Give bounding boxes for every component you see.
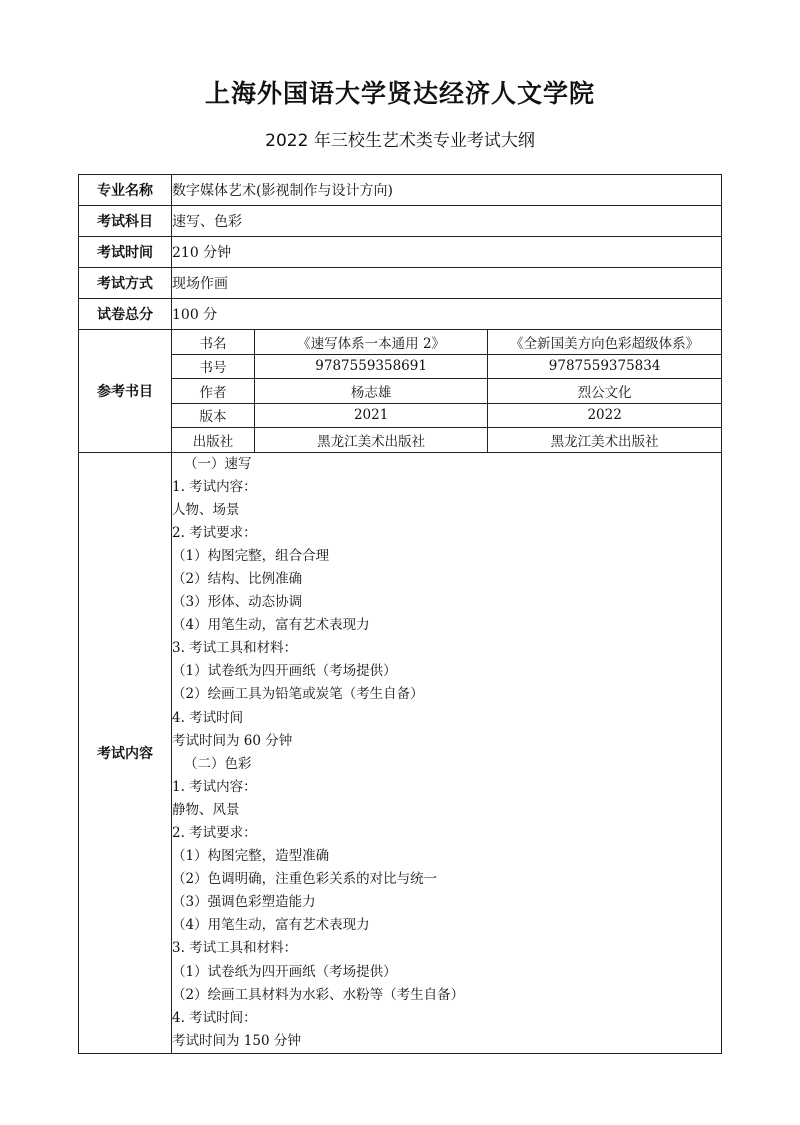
syllabus-table <box>78 174 722 1054</box>
content-line: 1. 考试内容： <box>172 778 257 795</box>
content-line: 4. 考试时间 <box>172 709 244 726</box>
ref-book1: 黑龙江美术出版社 <box>255 428 488 452</box>
content-cell <box>172 452 722 1053</box>
references-cell <box>172 330 722 453</box>
ref-book2: 2022 <box>488 403 721 428</box>
ref-book2: 烈公文化 <box>488 379 721 404</box>
content-line: （1）试卷纸为四开画纸（考场提供） <box>172 963 397 980</box>
row-time <box>79 237 722 268</box>
content-line: 1. 考试内容： <box>172 478 257 495</box>
ref-field: 作者 <box>172 379 255 404</box>
ref-field: 书名 <box>172 330 255 354</box>
ref-row <box>172 379 721 404</box>
method-label: 考试方式 <box>79 268 172 299</box>
content-line: （一）速写 <box>184 455 252 472</box>
content-line: 2. 考试要求： <box>172 524 257 541</box>
ref-book2: 《全新国美方向色彩超级体系》 <box>488 330 721 354</box>
method-value: 现场作画 <box>172 268 722 299</box>
ref-book1: 《速写体系一本通用 2》 <box>255 330 488 354</box>
content-line: （4）用笔生动，富有艺术表现力 <box>172 917 370 934</box>
content-line: （4）用笔生动，富有艺术表现力 <box>172 617 370 634</box>
content-line: 4. 考试时间： <box>172 1009 257 1026</box>
row-score <box>79 299 722 330</box>
subject-label: 考试科目 <box>79 206 172 237</box>
content-line: （1）构图完整，组合合理 <box>172 547 330 564</box>
content-line: 人物、场景 <box>172 501 240 518</box>
ref-row <box>172 330 721 354</box>
ref-row <box>172 428 721 452</box>
content-line: 3. 考试工具和材料： <box>172 940 298 957</box>
ref-book1: 2021 <box>255 403 488 428</box>
content-line: 静物、风景 <box>172 801 240 818</box>
score-label: 试卷总分 <box>79 299 172 330</box>
content-line: （3）形体、动态协调 <box>172 594 303 611</box>
ref-row <box>172 354 721 379</box>
content-line: 3. 考试工具和材料： <box>172 640 298 657</box>
ref-book2: 黑龙江美术出版社 <box>488 428 721 452</box>
score-value: 100 分 <box>172 299 722 330</box>
row-subject <box>79 206 722 237</box>
row-content <box>79 452 722 1053</box>
content-line: （二）色彩 <box>184 755 252 772</box>
row-references <box>79 330 722 453</box>
ref-book2: 9787559375834 <box>488 354 721 379</box>
document-subtitle: 2022 年三校生艺术类专业考试大纲 <box>265 131 535 151</box>
content-line: （2）结构、比例准确 <box>172 570 303 587</box>
content-line: （2）绘画工具为铅笔或炭笔（考生自备） <box>172 686 424 703</box>
content-line: （1）构图完整，造型准确 <box>172 848 330 865</box>
ref-field: 出版社 <box>172 428 255 452</box>
content-line: 考试时间为 60 分钟 <box>172 732 293 749</box>
content-line: （3）强调色彩塑造能力 <box>172 894 316 911</box>
subject-value: 速写、色彩 <box>172 206 722 237</box>
row-method <box>79 268 722 299</box>
references-table <box>172 330 721 452</box>
content-line: （2）绘画工具材料为水彩、水粉等（考生自备） <box>172 986 465 1003</box>
time-label: 考试时间 <box>79 237 172 268</box>
content-label: 考试内容 <box>79 452 172 1053</box>
time-value: 210 分钟 <box>172 237 722 268</box>
major-value: 数字媒体艺术(影视制作与设计方向) <box>172 175 722 206</box>
row-major <box>79 175 722 206</box>
ref-book1: 9787559358691 <box>255 354 488 379</box>
ref-row <box>172 403 721 428</box>
ref-field: 书号 <box>172 354 255 379</box>
major-label: 专业名称 <box>79 175 172 206</box>
content-line: （2）色调明确，注重色彩关系的对比与统一 <box>172 871 438 888</box>
ref-field: 版本 <box>172 403 255 428</box>
references-label: 参考书目 <box>79 330 172 453</box>
content-line: 考试时间为 150 分钟 <box>172 1032 301 1049</box>
document-title: 上海外国语大学贤达经济人文学院 <box>204 79 595 108</box>
ref-book1: 杨志雄 <box>255 379 488 404</box>
content-line: 2. 考试要求： <box>172 825 257 841</box>
content-line: （1）试卷纸为四开画纸（考场提供） <box>172 663 397 680</box>
